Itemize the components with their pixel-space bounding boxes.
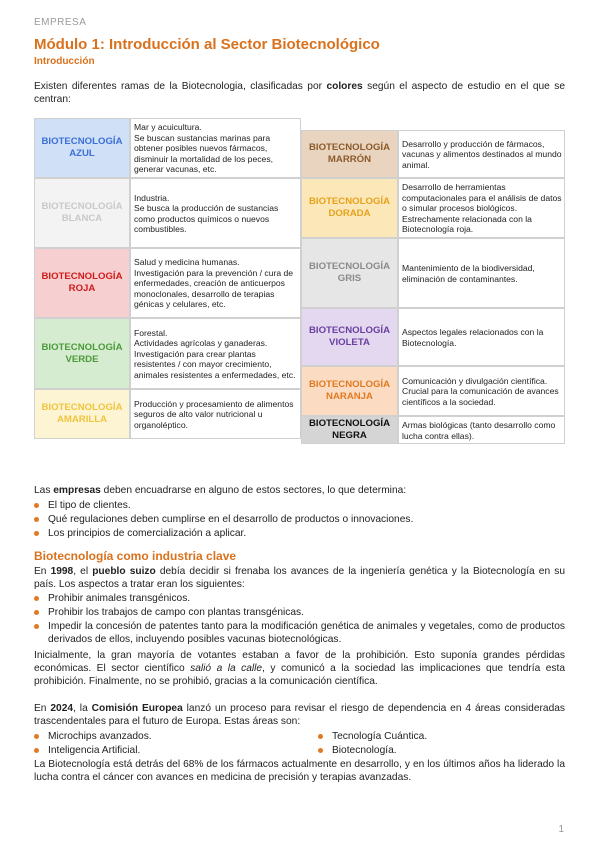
branch-color-name: VIOLETA (329, 337, 370, 348)
swiss-paragraph (34, 565, 565, 591)
description-line: Producción y procesamiento de alimentos seguros de alto valor nutricional u organoléptico. (134, 398, 294, 430)
right-name-cell (301, 178, 398, 238)
right-description-cell (398, 130, 565, 178)
list-item (34, 499, 131, 512)
text-span: En (34, 566, 51, 577)
left-description-cell (130, 318, 301, 389)
left-name-cell (34, 389, 130, 439)
description-line: Comunicación y divulgación científica. (402, 375, 548, 386)
right-description-cell (398, 178, 565, 238)
description-line: Forestal. (134, 327, 168, 338)
branch-label: BIOTECNOLOGÍA (308, 261, 390, 272)
year-bold: 1998 (50, 566, 74, 577)
right-name-cell (301, 416, 398, 444)
swiss-bold: pueblo suizo (92, 566, 156, 577)
left-description-cell (130, 389, 301, 439)
italic-text: salió a la calle (190, 663, 263, 674)
description-line: Mar y acuicultura. (134, 122, 202, 133)
text-span: lanzó un proceso para revisar el riesgo de dependencia en 4 áreas consideradas trascendentales para el futuro de Europa. Estas áreas son: (34, 703, 565, 727)
list-item-text: Prohibir los trabajos de campo con plantas transgénicas. (48, 607, 304, 618)
text-span: En (34, 703, 51, 714)
list-item (34, 513, 413, 526)
branch-label: BIOTECNOLOGÍA (41, 341, 123, 353)
companies-bold: empresas (53, 485, 101, 496)
description-line: Armas biológicas (tanto desarrollo como lucha contra ellas). (402, 420, 556, 441)
bullet-icon (34, 624, 39, 629)
description-line: Desarrollo de herramientas computacionales para el análisis de datos o simular procesos biológicos. (402, 182, 562, 214)
branch-color-name: GRIS (337, 273, 362, 284)
branch-label: BIOTECNOLOGÍA (41, 201, 123, 212)
companies-paragraph (34, 484, 565, 497)
branch-label: BIOTECNOLOGÍA (308, 142, 390, 153)
list-item (318, 744, 397, 757)
bullet-icon (318, 734, 323, 739)
bullet-icon (34, 503, 39, 508)
branch-label: BIOTECNOLOGÍA (308, 379, 390, 390)
bullet-icon (34, 748, 39, 753)
left-name-cell (34, 318, 130, 389)
document-header: EMPRESA (34, 17, 87, 28)
closing-paragraph: La Biotecnología está detrás del 68% de los fármacos actualmente en desarrollo, y en los últimos años ha liderado la lucha contra el cáncer con avances en medicina de precisión y terapias avanzadas. (34, 759, 565, 783)
list-item-text: Los principios de comercialización a aplicar. (48, 528, 247, 539)
branch-label: BIOTECNOLOGÍA (308, 325, 390, 336)
branch-color-name: BLANCA (61, 213, 103, 224)
companies-text: Las (34, 485, 54, 496)
list-item (34, 527, 246, 540)
description-line: Salud y medicina humanas. (134, 257, 240, 268)
year-bold: 2024 (50, 703, 74, 714)
description-line: Desarrollo y producción de fármacos, vacunas y alimentos destinados al mundo animal. (402, 138, 562, 170)
bullet-icon (34, 517, 39, 522)
text-span: debía decidir si frenaba los avances de la ingeniería genética y la Biotecnología en su país. Los aspectos a tratar eran los siguientes: (34, 566, 565, 590)
branch-color-name: NARANJA (326, 391, 373, 402)
left-description-cell (130, 118, 301, 178)
right-name-cell (301, 366, 398, 416)
description-line: Se buscan sustancias marinas para obtener posibles nuevos fármacos, disminuir la mortalidad de los peces, generar vacunas, etc. (134, 132, 273, 175)
description-line: Investigación para crear plantas resistentes / con mayor crecimiento, animales resistentes a enfermedades, etc. (134, 348, 296, 380)
branch-label: BIOTECNOLOGÍA (308, 418, 390, 429)
description-line: Actividades agrícolas y ganaderas. (134, 338, 268, 349)
branch-label: BIOTECNOLOGÍA (41, 271, 123, 282)
branch-label: BIOTECNOLOGÍA (41, 136, 123, 147)
right-description-cell (398, 238, 565, 308)
branch-color-name: AMARILLA (56, 414, 108, 425)
branch-color-name: VERDE (65, 353, 99, 365)
list-item-text: Prohibir animales transgénicos. (48, 593, 191, 604)
list-item (34, 592, 190, 605)
description-line: Investigación para la prevención / cura de enfermedades, creación de anticuerpos monoclonales, desarrollo de terapias génicas y celulares, etc. (134, 267, 294, 310)
bullet-icon (34, 596, 39, 601)
branch-label: BIOTECNOLOGÍA (308, 196, 390, 207)
right-name-cell (301, 238, 398, 308)
branch-color-name: MARRÓN (327, 154, 372, 165)
intro-bold: colores (326, 81, 363, 92)
branch-color-name: AZUL (69, 148, 95, 159)
description-line: Aspectos legales relacionados con la Biotecnología. (402, 327, 544, 348)
companies-text-end: deben encuadrarse en alguno de estos sectores, lo que determina: (100, 485, 407, 496)
list-item (34, 744, 140, 757)
left-name-cell (34, 178, 130, 248)
intro-paragraph (34, 80, 565, 106)
branch-color-name: ROJA (68, 283, 96, 294)
list-item-text: El tipo de clientes. (48, 500, 131, 511)
page-title: Módulo 1: Introducción al Sector Biotecnológico (34, 36, 380, 53)
left-name-cell (34, 118, 130, 178)
list-item-text: Qué regulaciones deben cumplirse en el desarrollo de productos o innovaciones. (48, 514, 414, 525)
list-item-text: Microchips avanzados. (48, 731, 152, 742)
intro-text: Existen diferentes ramas de la Biotecnologia, clasificadas por (34, 81, 327, 92)
page-number: 1 (558, 824, 564, 835)
right-name-cell (301, 130, 398, 178)
branch-color-name: NEGRA (332, 430, 367, 441)
eu-bold: Comisión Europea (91, 703, 183, 714)
bullet-icon (34, 734, 39, 739)
description-line: Mantenimiento de la biodiversidad, eliminación de contaminantes. (402, 263, 535, 284)
list-item (318, 730, 427, 743)
description-line: Industria. (134, 192, 170, 203)
list-item-text: Biotecnología. (332, 745, 397, 756)
branch-label: BIOTECNOLOGÍA (41, 402, 123, 413)
text-span: , la (73, 703, 92, 714)
branch-color-name: DORADA (328, 208, 371, 219)
bullet-icon (318, 748, 323, 753)
list-item (34, 730, 152, 743)
list-item (34, 620, 565, 646)
bullet-icon (34, 531, 39, 536)
text-span: Inicialmente, la gran mayoría de votantes estaban a favor de la prohibición. Esto suponía grandes pérdidas económicas. El sector científico (34, 650, 565, 674)
left-name-cell (34, 248, 130, 318)
list-item-text: Inteligencia Artificial. (48, 745, 141, 756)
left-description-cell (130, 248, 301, 318)
description-line: Se busca la producción de sustancias como productos químicos o nuevos combustibles. (134, 203, 279, 234)
intro-text-end: según el aspecto de estudio en el que se centran: (34, 81, 565, 105)
right-description-cell (398, 366, 565, 416)
list-item-text: Tecnología Cuántica. (332, 731, 428, 742)
section-subtitle: Introducción (34, 56, 95, 67)
eu-paragraph (34, 702, 565, 728)
left-description-cell (130, 178, 301, 248)
vote-paragraph (34, 649, 565, 688)
bullet-icon (34, 610, 39, 615)
description-line: Crucial para la comunicación de avances científicos a la sociedad. (402, 386, 559, 407)
right-description-cell (398, 308, 565, 366)
text-span: , y comunicó a la sociedad las implicaciones que tendría esta prohibición. Finalmente, no se prohibió, gracias a la comunicación científica. (34, 663, 565, 687)
section-title: Biotecnología como industria clave (34, 549, 237, 563)
biotech-color-table (34, 118, 565, 473)
list-item-text: Impedir la concesión de patentes tanto para la modificación genética de animales y vegetales, como de productos derivados de ellos, incluyendo posibles vacunas biotecnológicas. (48, 621, 565, 645)
right-name-cell (301, 308, 398, 366)
right-description-cell (398, 416, 565, 444)
description-line: Estrechamente relacionada con la Biotecnología roja. (402, 213, 532, 235)
list-item (34, 606, 304, 619)
text-span: , el (73, 566, 93, 577)
